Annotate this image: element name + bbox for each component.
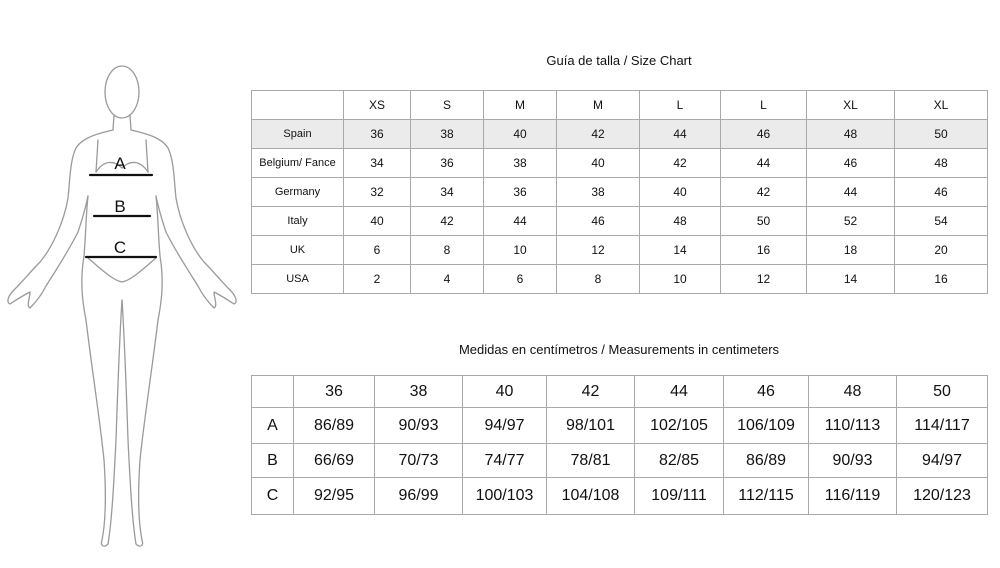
table-row — [252, 265, 988, 294]
table-cell: 42 — [640, 149, 721, 178]
body-figure-illustration — [0, 0, 250, 568]
table-cell: 116/119 — [809, 478, 897, 515]
table-cell: 6 — [344, 236, 411, 265]
table-cell: 50 — [721, 207, 807, 236]
header-cell: 50 — [897, 376, 988, 408]
header-cell: XS — [344, 91, 411, 120]
table-cell: 102/105 — [635, 408, 724, 444]
table-cell: 70/73 — [375, 444, 463, 478]
table-cell: 36 — [484, 178, 557, 207]
row-label: B — [252, 444, 294, 478]
table-row — [252, 178, 988, 207]
table-cell: 66/69 — [294, 444, 375, 478]
measurements-header-row — [252, 376, 988, 408]
table-cell: 16 — [895, 265, 988, 294]
table-cell: 98/101 — [547, 408, 635, 444]
table-cell: 120/123 — [897, 478, 988, 515]
figure-label-b: B — [114, 197, 126, 216]
figure-label-a: A — [114, 154, 126, 173]
table-cell: 42 — [557, 120, 640, 149]
table-cell: 2 — [344, 265, 411, 294]
table-cell: 18 — [807, 236, 895, 265]
header-cell: 42 — [547, 376, 635, 408]
table-cell: 78/81 — [547, 444, 635, 478]
header-cell — [252, 91, 344, 120]
row-label: Belgium/ Fance — [252, 149, 344, 178]
header-cell: XL — [895, 91, 988, 120]
table-cell: 86/89 — [724, 444, 809, 478]
table-cell: 4 — [411, 265, 484, 294]
row-label: A — [252, 408, 294, 444]
table-cell: 52 — [807, 207, 895, 236]
table-row — [252, 207, 988, 236]
table-row — [252, 408, 988, 444]
header-cell: S — [411, 91, 484, 120]
header-cell: M — [557, 91, 640, 120]
table-cell: 48 — [640, 207, 721, 236]
row-label: USA — [252, 265, 344, 294]
size-chart-table — [251, 90, 988, 294]
table-cell: 90/93 — [809, 444, 897, 478]
table-cell: 114/117 — [897, 408, 988, 444]
header-cell: L — [640, 91, 721, 120]
table-cell: 38 — [411, 120, 484, 149]
table-cell: 86/89 — [294, 408, 375, 444]
figure-label-c: C — [113, 238, 127, 257]
header-cell: 48 — [809, 376, 897, 408]
table-cell: 36 — [344, 120, 411, 149]
row-label: C — [252, 478, 294, 515]
table-cell: 109/111 — [635, 478, 724, 515]
table-cell: 8 — [411, 236, 484, 265]
table-cell: 46 — [895, 178, 988, 207]
measurements-table — [251, 375, 988, 515]
table-cell: 112/115 — [724, 478, 809, 515]
table-cell: 110/113 — [809, 408, 897, 444]
table-row — [252, 444, 988, 478]
measurements-title: Medidas en centímetros / Measurements in centimeters — [458, 342, 780, 357]
table-cell: 14 — [807, 265, 895, 294]
table-cell: 34 — [344, 149, 411, 178]
header-cell: 40 — [463, 376, 547, 408]
row-label: UK — [252, 236, 344, 265]
size-chart-header-row — [252, 91, 988, 120]
table-cell: 32 — [344, 178, 411, 207]
table-cell: 44 — [640, 120, 721, 149]
table-cell: 36 — [411, 149, 484, 178]
table-row — [252, 236, 988, 265]
table-cell: 92/95 — [294, 478, 375, 515]
header-cell — [252, 376, 294, 408]
table-cell: 48 — [807, 120, 895, 149]
table-cell: 10 — [484, 236, 557, 265]
table-cell: 82/85 — [635, 444, 724, 478]
table-row — [252, 478, 988, 515]
table-cell: 20 — [895, 236, 988, 265]
table-cell: 44 — [484, 207, 557, 236]
table-cell: 46 — [721, 120, 807, 149]
table-cell: 40 — [640, 178, 721, 207]
table-cell: 10 — [640, 265, 721, 294]
header-cell: M — [484, 91, 557, 120]
table-cell: 106/109 — [724, 408, 809, 444]
table-cell: 38 — [484, 149, 557, 178]
table-cell: 40 — [344, 207, 411, 236]
table-cell: 34 — [411, 178, 484, 207]
table-cell: 94/97 — [463, 408, 547, 444]
table-cell: 90/93 — [375, 408, 463, 444]
table-cell: 50 — [895, 120, 988, 149]
table-cell: 104/108 — [547, 478, 635, 515]
table-cell: 42 — [411, 207, 484, 236]
table-cell: 74/77 — [463, 444, 547, 478]
table-cell: 38 — [557, 178, 640, 207]
table-cell: 14 — [640, 236, 721, 265]
size-chart-title: Guía de talla / Size Chart — [546, 53, 692, 68]
header-cell: 44 — [635, 376, 724, 408]
table-cell: 44 — [721, 149, 807, 178]
table-cell: 8 — [557, 265, 640, 294]
table-cell: 54 — [895, 207, 988, 236]
row-label: Italy — [252, 207, 344, 236]
table-cell: 46 — [557, 207, 640, 236]
table-row — [252, 149, 988, 178]
table-cell: 16 — [721, 236, 807, 265]
table-cell: 12 — [557, 236, 640, 265]
header-cell: XL — [807, 91, 895, 120]
table-cell: 46 — [807, 149, 895, 178]
table-cell: 40 — [484, 120, 557, 149]
table-row — [252, 120, 988, 149]
header-cell: L — [721, 91, 807, 120]
table-cell: 100/103 — [463, 478, 547, 515]
table-cell: 48 — [895, 149, 988, 178]
header-cell: 46 — [724, 376, 809, 408]
table-cell: 94/97 — [897, 444, 988, 478]
row-label: Germany — [252, 178, 344, 207]
table-cell: 6 — [484, 265, 557, 294]
header-cell: 36 — [294, 376, 375, 408]
table-cell: 42 — [721, 178, 807, 207]
table-cell: 96/99 — [375, 478, 463, 515]
table-cell: 12 — [721, 265, 807, 294]
table-cell: 40 — [557, 149, 640, 178]
header-cell: 38 — [375, 376, 463, 408]
table-cell: 44 — [807, 178, 895, 207]
row-label: Spain — [252, 120, 344, 149]
